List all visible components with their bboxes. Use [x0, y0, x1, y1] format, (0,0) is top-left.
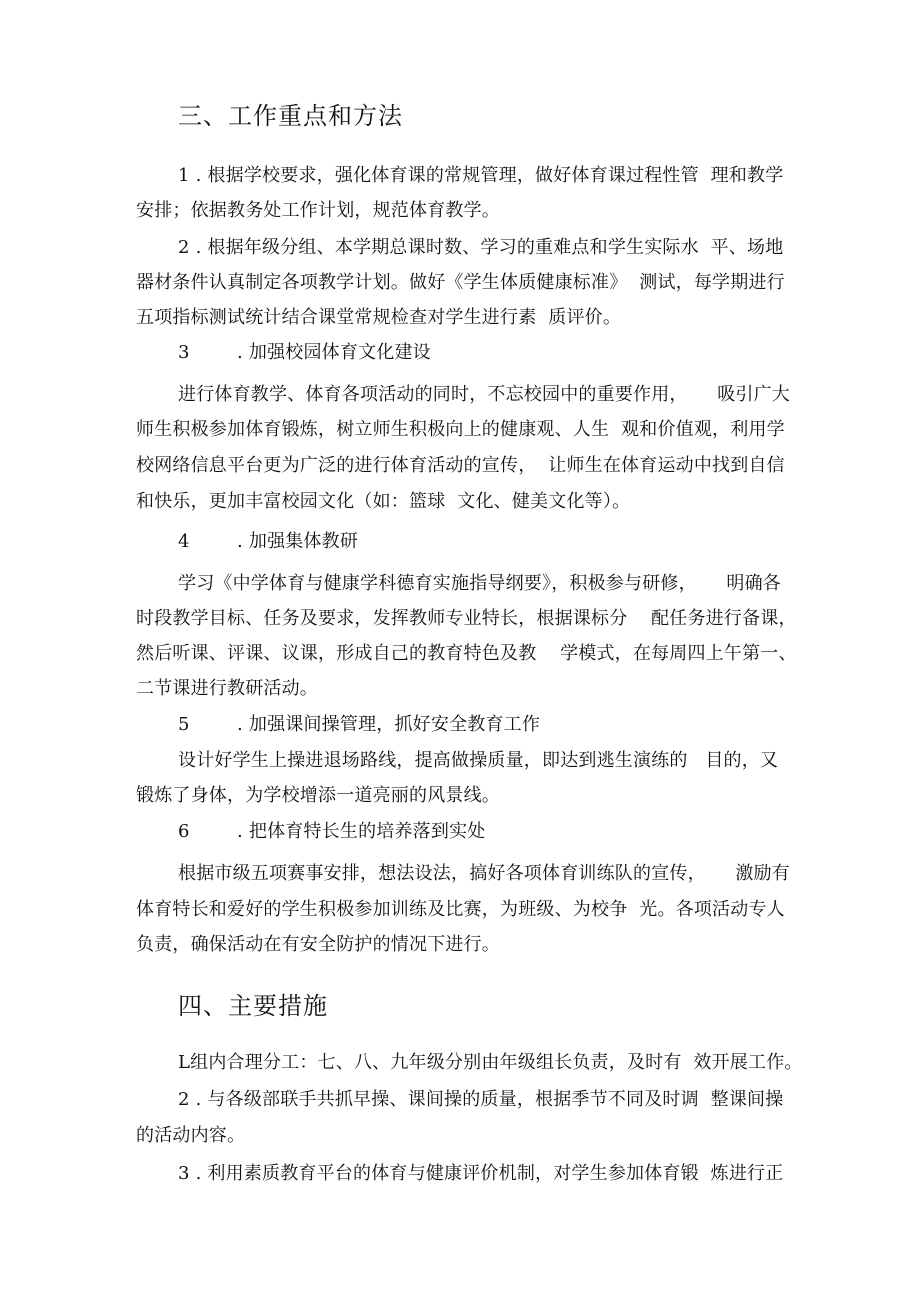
section-3-heading: 三、工作重点和方法: [178, 102, 403, 130]
subheading-6: 6 . 把体育特长生的培养落到实处: [178, 821, 486, 842]
paragraph-line: 时段教学目标、任务及要求，发挥教师专业特长，根据课标分 配任务进行备课，: [136, 608, 797, 629]
paragraph-line: 负责，确保活动在有安全防护的情况下进行。: [136, 934, 500, 955]
paragraph-line: L组内合理分工：七、八、九年级分别由年级组长负责，及时有 效开展工作。: [178, 1052, 803, 1073]
paragraph-line: 二节课进行教研活动。: [136, 678, 318, 699]
subheading-4: 4 . 加强集体教研: [178, 531, 359, 552]
paragraph-line: 学习《中学体育与健康学科德育实施指导纲要》，积极参与研修， 明确各: [178, 573, 782, 594]
subheading-3: 3 . 加强校园体育文化建设: [178, 342, 431, 363]
paragraph-line: 校网络信息平台更为广泛的进行体育活动的宣传， 让师生在体育运动中找到自信: [136, 455, 785, 476]
paragraph-line: 设计好学生上操进退场路线，提高做操质量，即达到逃生演练的 目的，又: [178, 750, 779, 771]
paragraph-line: 2 . 与各级部联手共抓早操、课间操的质量，根据季节不同及时调 整课间操: [178, 1089, 784, 1110]
paragraph-line: 五项指标测试统计结合课堂常规检查对学生进行素 质评价。: [136, 307, 622, 328]
paragraph-line: 1 . 根据学校要求，强化体育课的常规管理，做好体育课过程性管 理和教学: [178, 165, 784, 186]
paragraph-line: 进行体育教学、体育各项活动的同时，不忘校园中的重要作用， 吸引广大: [178, 384, 791, 405]
paragraph-line: 体育特长和爱好的学生积极参加训练及比赛，为班级、为校争 光。各项活动专人: [136, 899, 785, 920]
subheading-5: 5 . 加强课间操管理，抓好安全教育工作: [178, 714, 541, 735]
paragraph-line: 的活动内容。: [136, 1125, 246, 1146]
paragraph-line: 师生积极参加体育锻炼，树立师生积极向上的健康观、人生 观和价值观，利用学: [136, 419, 785, 440]
section-4-heading: 四、主要措施: [178, 992, 328, 1020]
paragraph-line: 2 . 根据年级分组、本学期总课时数、学习的重难点和学生实际水 平、场地: [178, 237, 784, 258]
paragraph-line: 锻炼了身体，为学校增添一道亮丽的风景线。: [136, 785, 500, 806]
paragraph-line: 安排；依据教务处工作计划，规范体育教学。: [136, 200, 500, 221]
paragraph-line: 根据市级五项赛事安排，想法设法，搞好各项体育训练队的宣传， 激励有: [178, 863, 791, 884]
paragraph-line: 然后听课、评课、议课，形成自己的教育特色及教 学模式，在每周四上午第一、: [136, 643, 797, 664]
paragraph-line: 3 . 利用素质教育平台的体育与健康评价机制，对学生参加体育锻 炼进行正: [178, 1163, 784, 1184]
paragraph-line: 和快乐，更加丰富校园文化（如：篮球 文化、健美文化等）。: [136, 491, 631, 512]
paragraph-line: 器材条件认真制定各项教学计划。做好《学生体质健康标准》 测试，每学期进行: [136, 272, 785, 293]
